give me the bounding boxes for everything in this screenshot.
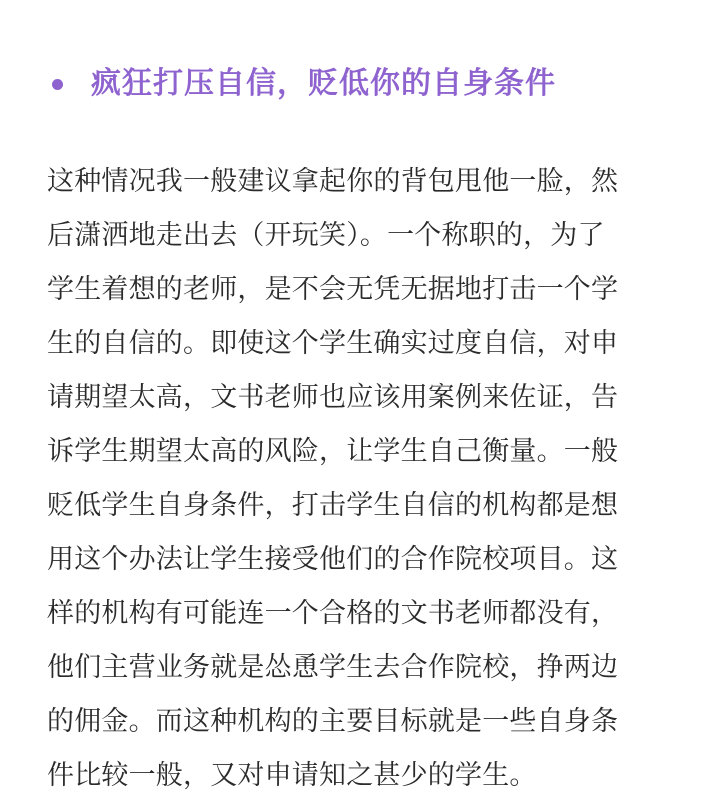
paragraph-line: 这种情况我一般建议拿起你的背包甩他一脸，然 <box>47 166 619 197</box>
bullet-dot-icon <box>52 79 63 90</box>
section-heading-row <box>52 58 556 110</box>
paragraph-line: 样的机构有可能连一个合格的文书老师都没有， <box>47 598 619 629</box>
paragraph-line: 贬低学生自身条件，打击学生自信的机构都是想 <box>47 490 619 521</box>
body-paragraph <box>47 155 657 803</box>
paragraph-line: 学生着想的老师，是不会无凭无据地打击一个学 <box>47 274 619 305</box>
paragraph-line: 用这个办法让学生接受他们的合作院校项目。这 <box>47 544 619 575</box>
section-heading: 疯狂打压自信，贬低你的自身条件 <box>91 66 556 101</box>
paragraph-line: 生的自信的。即使这个学生确实过度自信，对申 <box>47 328 619 359</box>
paragraph-line: 后潇洒地走出去（开玩笑）。一个称职的，为了 <box>47 220 605 251</box>
paragraph-line: 诉学生期望太高的风险，让学生自己衡量。一般 <box>47 436 619 467</box>
paragraph-line: 件比较一般，又对申请知之甚少的学生。 <box>47 760 537 791</box>
paragraph-line: 的佣金。而这种机构的主要目标就是一些自身条 <box>47 706 619 737</box>
paragraph-line: 请期望太高，文书老师也应该用案例来佐证，告 <box>47 382 619 413</box>
paragraph-line: 他们主营业务就是怂恿学生去合作院校，挣两边 <box>47 652 619 683</box>
